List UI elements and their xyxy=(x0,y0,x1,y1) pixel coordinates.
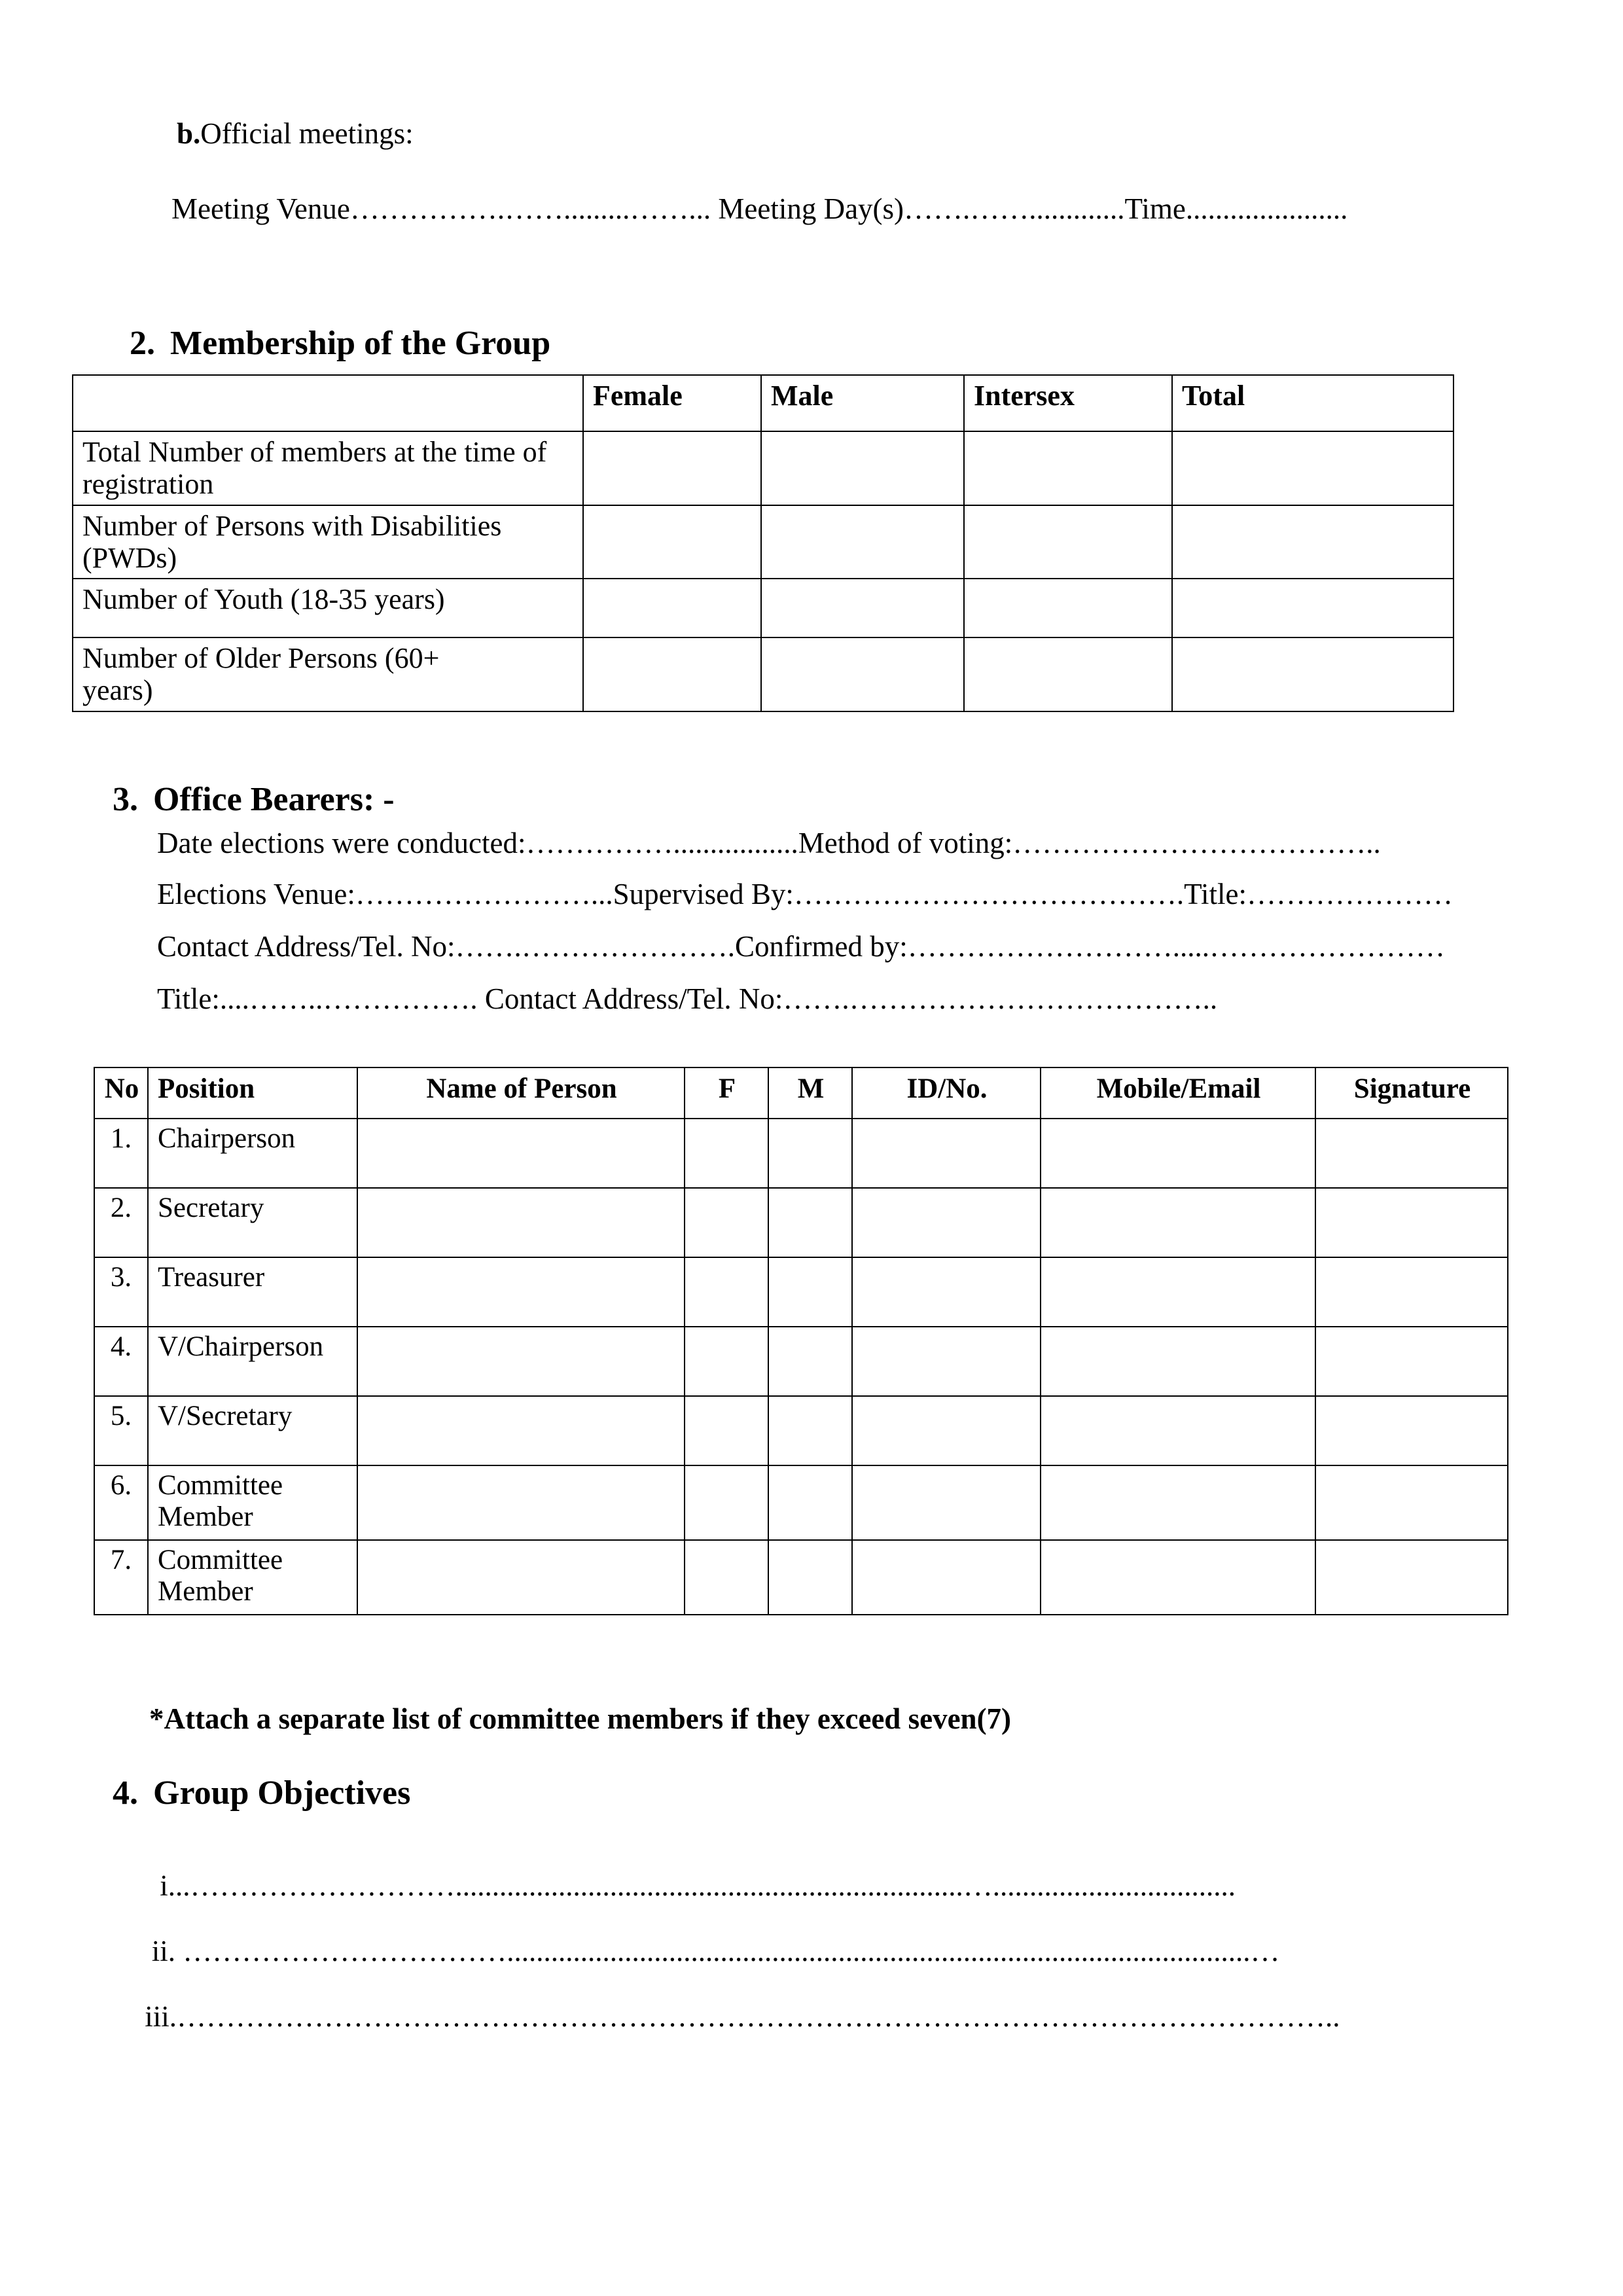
bearers-m-2[interactable] xyxy=(768,1188,852,1257)
bearers-f-1[interactable] xyxy=(685,1119,768,1188)
section-b-label: Official meetings: xyxy=(200,117,414,150)
objective-item-ii xyxy=(145,1934,1280,1968)
bearers-f-4[interactable] xyxy=(685,1327,768,1396)
bearers-mobile-4[interactable] xyxy=(1041,1327,1315,1396)
membership-cell-intersex-youth[interactable] xyxy=(964,579,1172,637)
membership-row-label-pwds: Number of Persons with Disabilities (PWDs) xyxy=(73,505,583,579)
bearers-mobile-7[interactable] xyxy=(1041,1540,1315,1615)
attach-separate-list-note: *Attach a separate list of committee members if they exceed seven(7) xyxy=(149,1702,1012,1735)
membership-cell-male-pwds[interactable] xyxy=(761,505,964,579)
bearers-col-mobile-email: Mobile/Email xyxy=(1041,1067,1315,1119)
bearers-name-5[interactable] xyxy=(357,1396,685,1465)
bearers-position-3: Treasurer xyxy=(148,1257,357,1327)
bearers-col-signature: Signature xyxy=(1315,1067,1508,1119)
bearers-name-1[interactable] xyxy=(357,1119,685,1188)
bearers-position-1: Chairperson xyxy=(148,1119,357,1188)
bearers-m-7[interactable] xyxy=(768,1540,852,1615)
section-2-title: Membership of the Group xyxy=(170,325,551,362)
membership-col-female: Female xyxy=(583,375,761,431)
section-4-number: 4. xyxy=(113,1774,138,1812)
bearers-col-f: F xyxy=(685,1067,768,1119)
bearers-m-6[interactable] xyxy=(768,1465,852,1540)
bearers-m-4[interactable] xyxy=(768,1327,852,1396)
bearers-mobile-6[interactable] xyxy=(1041,1465,1315,1540)
table-row xyxy=(94,1119,1508,1188)
bearers-f-5[interactable] xyxy=(685,1396,768,1465)
membership-cell-intersex-total-members[interactable] xyxy=(964,431,1172,505)
bearers-position-6 xyxy=(148,1465,357,1540)
membership-row-label-youth: Number of Youth (18-35 years) xyxy=(73,579,583,637)
bearers-no-4: 4. xyxy=(94,1327,148,1396)
bearers-position-6-text: Committee Member xyxy=(158,1470,283,1533)
bearers-f-6[interactable] xyxy=(685,1465,768,1540)
bearers-mobile-2[interactable] xyxy=(1041,1188,1315,1257)
table-row xyxy=(94,1327,1508,1396)
bearers-f-3[interactable] xyxy=(685,1257,768,1327)
membership-col-intersex: Intersex xyxy=(964,375,1172,431)
bearers-name-3[interactable] xyxy=(357,1257,685,1327)
membership-cell-intersex-pwds[interactable] xyxy=(964,505,1172,579)
bearers-id-7[interactable] xyxy=(852,1540,1041,1615)
membership-cell-female-total-members[interactable] xyxy=(583,431,761,505)
section-2-heading xyxy=(130,324,550,363)
elections-date-fill-line: Date elections were conducted:…………….................Method of voting:……………………………….. xyxy=(157,827,1381,859)
membership-table xyxy=(72,374,1454,712)
bearers-name-4[interactable] xyxy=(357,1327,685,1396)
objective-item-iii xyxy=(143,2000,1340,2034)
bearers-m-5[interactable] xyxy=(768,1396,852,1465)
membership-cell-total-pwds[interactable] xyxy=(1172,505,1454,579)
objective-line-i: ..……………………….....................................................................…................................. xyxy=(175,1869,1236,1902)
elections-venue-fill-line: Elections Venue:……………………...Supervised By:………………………………….Title:………………… xyxy=(157,878,1453,910)
objective-line-iii: ……………………………………………………………………………………………………….. xyxy=(177,2000,1340,2033)
table-row xyxy=(73,579,1454,637)
office-bearers-table xyxy=(94,1067,1508,1615)
bearers-id-1[interactable] xyxy=(852,1119,1041,1188)
bearers-position-7 xyxy=(148,1540,357,1615)
meeting-venue-fill-line: Meeting Venue…………….…….........……... Meeting Day(s)…….…….............Time...................... xyxy=(171,192,1348,225)
bearers-name-2[interactable] xyxy=(357,1188,685,1257)
objective-item-i xyxy=(149,1869,1236,1903)
bearers-mobile-3[interactable] xyxy=(1041,1257,1315,1327)
bearers-signature-5[interactable] xyxy=(1315,1396,1508,1465)
bearers-col-no: No xyxy=(94,1067,148,1119)
table-row xyxy=(94,1465,1508,1540)
bearers-no-2: 2. xyxy=(94,1188,148,1257)
section-2-number: 2. xyxy=(130,325,155,362)
membership-cell-total-total-members[interactable] xyxy=(1172,431,1454,505)
contact-address-fill-line: Contact Address/Tel. No:…….………………….Confirmed by:……………………….....…………………… xyxy=(157,930,1446,963)
membership-col-blank xyxy=(73,375,583,431)
membership-cell-total-older-persons[interactable] xyxy=(1172,637,1454,711)
bearers-no-5: 5. xyxy=(94,1396,148,1465)
membership-row-label-older-persons-text: Number of Older Persons (60+ years) xyxy=(82,642,440,707)
bearers-col-m: M xyxy=(768,1067,852,1119)
title-contact-fill-line: Title:....……..……………. Contact Address/Tel. No:…….……………………………….. xyxy=(157,982,1218,1015)
bearers-mobile-1[interactable] xyxy=(1041,1119,1315,1188)
membership-cell-total-youth[interactable] xyxy=(1172,579,1454,637)
membership-row-label-total-members: Total Number of members at the time of registration xyxy=(73,431,583,505)
bearers-col-id: ID/No. xyxy=(852,1067,1041,1119)
table-row xyxy=(73,637,1454,711)
bearers-position-2: Secretary xyxy=(148,1188,357,1257)
bearers-position-4: V/Chairperson xyxy=(148,1327,357,1396)
bearers-no-3: 3. xyxy=(94,1257,148,1327)
bearers-m-3[interactable] xyxy=(768,1257,852,1327)
bearers-signature-2[interactable] xyxy=(1315,1188,1508,1257)
bearers-no-6: 6. xyxy=(94,1465,148,1540)
bearers-m-1[interactable] xyxy=(768,1119,852,1188)
bearers-f-2[interactable] xyxy=(685,1188,768,1257)
table-row xyxy=(73,431,1454,505)
bearers-mobile-5[interactable] xyxy=(1041,1396,1315,1465)
table-row xyxy=(73,505,1454,579)
membership-cell-intersex-older-persons[interactable] xyxy=(964,637,1172,711)
table-row xyxy=(94,1540,1508,1615)
bearers-id-4[interactable] xyxy=(852,1327,1041,1396)
bearers-col-position: Position xyxy=(148,1067,357,1119)
membership-cell-female-youth[interactable] xyxy=(583,579,761,637)
bearers-id-6[interactable] xyxy=(852,1465,1041,1540)
bearers-signature-3[interactable] xyxy=(1315,1257,1508,1327)
objective-line-ii: …………………………….....................................................................................................… xyxy=(175,1935,1280,1967)
section-b-marker: b. xyxy=(177,117,201,150)
bearers-no-1: 1. xyxy=(94,1119,148,1188)
table-row xyxy=(94,1396,1508,1465)
section-4-title: Group Objectives xyxy=(153,1774,411,1812)
bearers-table-header-row xyxy=(94,1067,1508,1119)
objective-numeral-ii: ii. xyxy=(151,1935,175,1967)
section-3-title: Office Bearers: - xyxy=(153,781,395,818)
section-b-heading xyxy=(177,117,414,151)
membership-col-total: Total xyxy=(1172,375,1454,431)
bearers-id-3[interactable] xyxy=(852,1257,1041,1327)
section-3-heading xyxy=(113,780,395,819)
table-row xyxy=(94,1188,1508,1257)
membership-row-label-older-persons xyxy=(73,637,583,711)
membership-table-header-row xyxy=(73,375,1454,431)
bearers-position-5: V/Secretary xyxy=(148,1396,357,1465)
bearers-position-7-text: Committee Member xyxy=(158,1545,283,1607)
membership-cell-female-pwds[interactable] xyxy=(583,505,761,579)
bearers-signature-7[interactable] xyxy=(1315,1540,1508,1615)
bearers-signature-4[interactable] xyxy=(1315,1327,1508,1396)
bearers-signature-1[interactable] xyxy=(1315,1119,1508,1188)
bearers-id-5[interactable] xyxy=(852,1396,1041,1465)
membership-cell-male-youth[interactable] xyxy=(761,579,964,637)
membership-cell-male-total-members[interactable] xyxy=(761,431,964,505)
objective-numeral-i: i. xyxy=(160,1869,175,1902)
bearers-name-6[interactable] xyxy=(357,1465,685,1540)
bearers-f-7[interactable] xyxy=(685,1540,768,1615)
bearers-no-7: 7. xyxy=(94,1540,148,1615)
table-row xyxy=(94,1257,1508,1327)
section-4-heading xyxy=(113,1774,410,1812)
section-3-number: 3. xyxy=(113,781,138,818)
bearers-signature-6[interactable] xyxy=(1315,1465,1508,1540)
membership-cell-male-older-persons[interactable] xyxy=(761,637,964,711)
membership-cell-female-older-persons[interactable] xyxy=(583,637,761,711)
bearers-col-name: Name of Person xyxy=(357,1067,685,1119)
bearers-name-7[interactable] xyxy=(357,1540,685,1615)
membership-col-male: Male xyxy=(761,375,964,431)
objective-numeral-iii: iii. xyxy=(145,2000,177,2033)
bearers-id-2[interactable] xyxy=(852,1188,1041,1257)
